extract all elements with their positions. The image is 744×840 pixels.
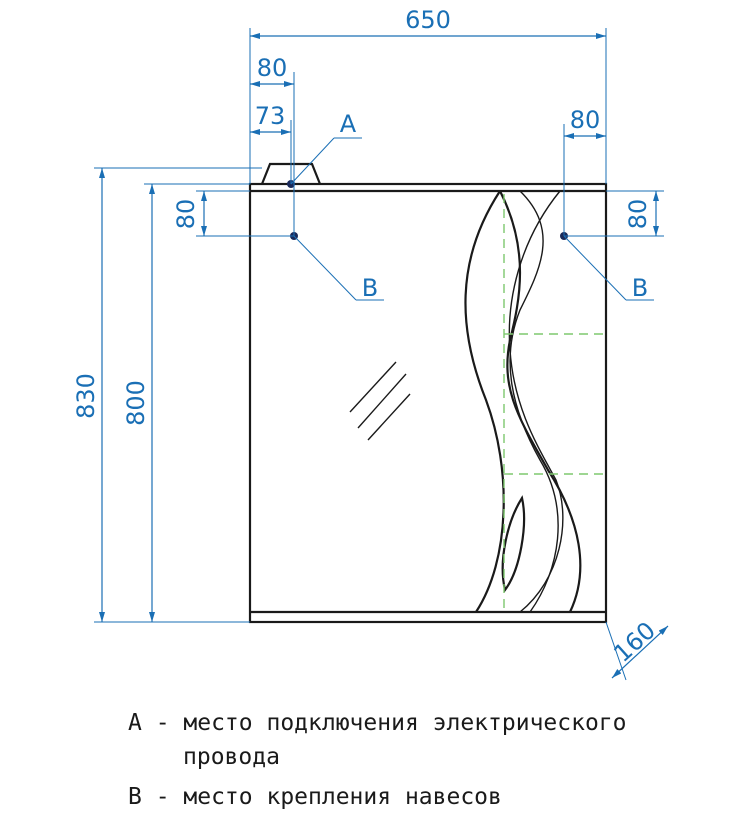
- dim-height-body-label: 800: [122, 380, 150, 426]
- dim-b-right-vertical-label: 80: [624, 198, 652, 230]
- mirror-glare: [350, 362, 410, 440]
- marker-b-right-label: B: [631, 274, 649, 302]
- marker-b-left: [294, 236, 384, 302]
- dim-depth: [606, 616, 668, 680]
- legend-line-a: A - место подключения электрического: [128, 710, 627, 736]
- marker-b-right: [564, 236, 654, 302]
- legend-line-b: B - место крепления навесов: [128, 784, 502, 810]
- dim-depth-label: 160: [608, 616, 662, 668]
- legend: [128, 710, 627, 810]
- cabinet-body: [250, 184, 606, 622]
- dim-b-right-vertical: [564, 191, 664, 236]
- dim-width: [250, 6, 606, 184]
- dim-a-outer-label: 80: [256, 54, 288, 82]
- dim-b-left-vertical-label: 80: [172, 198, 200, 230]
- door-handle: [503, 498, 524, 590]
- dim-a-inner-label: 73: [254, 102, 286, 130]
- dim-a-inner: [250, 102, 291, 184]
- door-wave-lines: [465, 191, 580, 612]
- marker-b-left-label: B: [361, 274, 379, 302]
- dim-a-outer: [250, 54, 294, 236]
- marker-a: [291, 110, 362, 184]
- dim-b-right-offset: [564, 106, 606, 236]
- dim-b-left-vertical: [172, 191, 294, 236]
- dim-width-label: 650: [405, 6, 451, 34]
- legend-line-a-cont: провода: [183, 744, 280, 770]
- cabinet-outline: [250, 164, 606, 622]
- dim-b-right-offset-label: 80: [569, 106, 601, 134]
- dim-height-body: [122, 184, 250, 622]
- marker-a-label: A: [339, 110, 357, 138]
- dim-height-total-label: 830: [72, 373, 100, 419]
